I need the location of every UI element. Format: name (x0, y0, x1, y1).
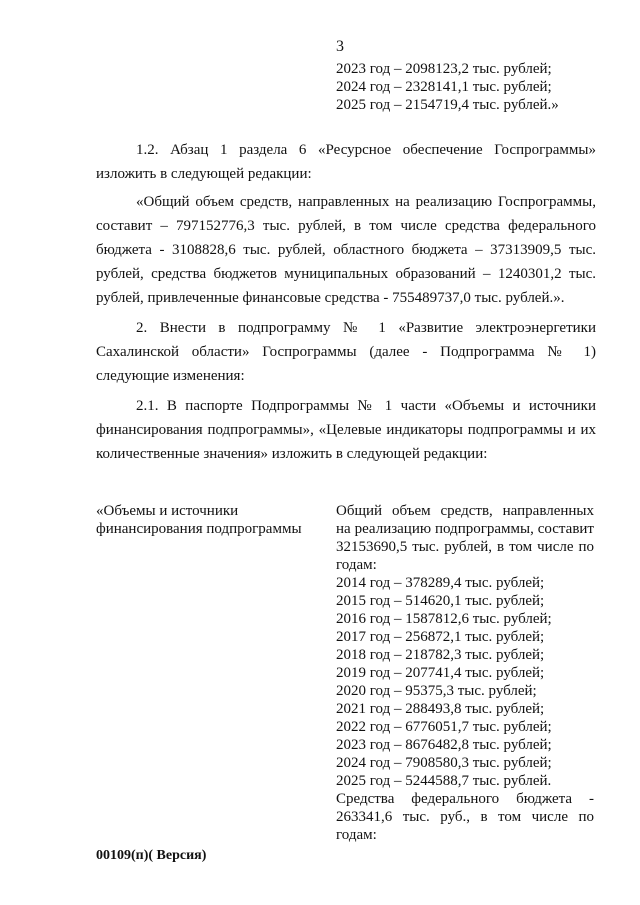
funding-year-line: 2021 год – 288493,8 тыс. рублей; (336, 701, 545, 717)
document-footer-code: 00109(п)( Версия) (96, 848, 207, 863)
continuation-year-line: 2025 год – 2154719,4 тыс. рублей.» (336, 97, 559, 113)
paragraph-2-1: 2.1. В паспорте Подпрограммы № 1 части «Объемы и источники финансирования подпрограммы», «Целевые индикаторы подпрограммы и их количественные значения» изложить в следующей редакции: (96, 398, 596, 462)
paragraph-2: 2. Внести в подпрограмму № 1 «Развитие электроэнергетики Сахалинской области» Госпрограммы (далее - Подпрограмма № 1) следующие изменения: (96, 320, 596, 384)
funding-year-line: 2015 год – 514620,1 тыс. рублей; (336, 593, 545, 609)
continuation-years (336, 60, 559, 114)
continuation-year-line: 2023 год – 2098123,2 тыс. рублей; (336, 61, 552, 77)
funding-year-line: 2016 год – 1587812,6 тыс. рублей; (336, 611, 552, 627)
funding-year-line: 2019 год – 207741,4 тыс. рублей; (336, 665, 545, 681)
federal-budget-text: Средства федерального бюджета - 263341,6 тыс. руб., в том числе по годам: (336, 791, 594, 843)
funding-year-line: 2023 год – 8676482,8 тыс. рублей; (336, 737, 552, 753)
funding-year-line: 2020 год – 95375,3 тыс. рублей; (336, 683, 537, 699)
funding-year-line: 2024 год – 7908580,3 тыс. рублей; (336, 755, 552, 771)
funding-year-line: 2017 год – 256872,1 тыс. рублей; (336, 629, 545, 645)
funding-intro: Общий объем средств, направленных на реализацию подпрограммы, составит 32153690,5 тыс. рублей, в том числе по годам: (336, 503, 594, 573)
continuation-year-line: 2024 год – 2328141,1 тыс. рублей; (336, 79, 552, 95)
table-left-label: «Объемы и источники финансирования подпрограммы (96, 503, 302, 537)
paragraph-1-2-quote: «Общий объем средств, направленных на реализацию Госпрограммы, составит – 797152776,3 тыс. рублей, в том числе средства федерального бюджета - 3108828,6 тыс. рублей, областного бюджета – 37313909,5 тыс. рублей, средства бюджетов муниципальных образований – 1240301,2 тыс. рублей, привлеченные финансовые средства - 755489737,0 тыс. рублей.». (96, 194, 596, 306)
paragraph-1-2: 1.2. Абзац 1 раздела 6 «Ресурсное обеспечение Госпрограммы» изложить в следующей редакции: (96, 142, 596, 182)
table-right-cell (336, 502, 594, 844)
page-number: 3 (336, 38, 344, 55)
funding-years (336, 574, 594, 790)
funding-year-line: 2018 год – 218782,3 тыс. рублей; (336, 647, 545, 663)
funding-year-line: 2014 год – 378289,4 тыс. рублей; (336, 575, 545, 591)
funding-year-line: 2025 год – 5244588,7 тыс. рублей. (336, 773, 552, 789)
funding-year-line: 2022 год – 6776051,7 тыс. рублей; (336, 719, 552, 735)
